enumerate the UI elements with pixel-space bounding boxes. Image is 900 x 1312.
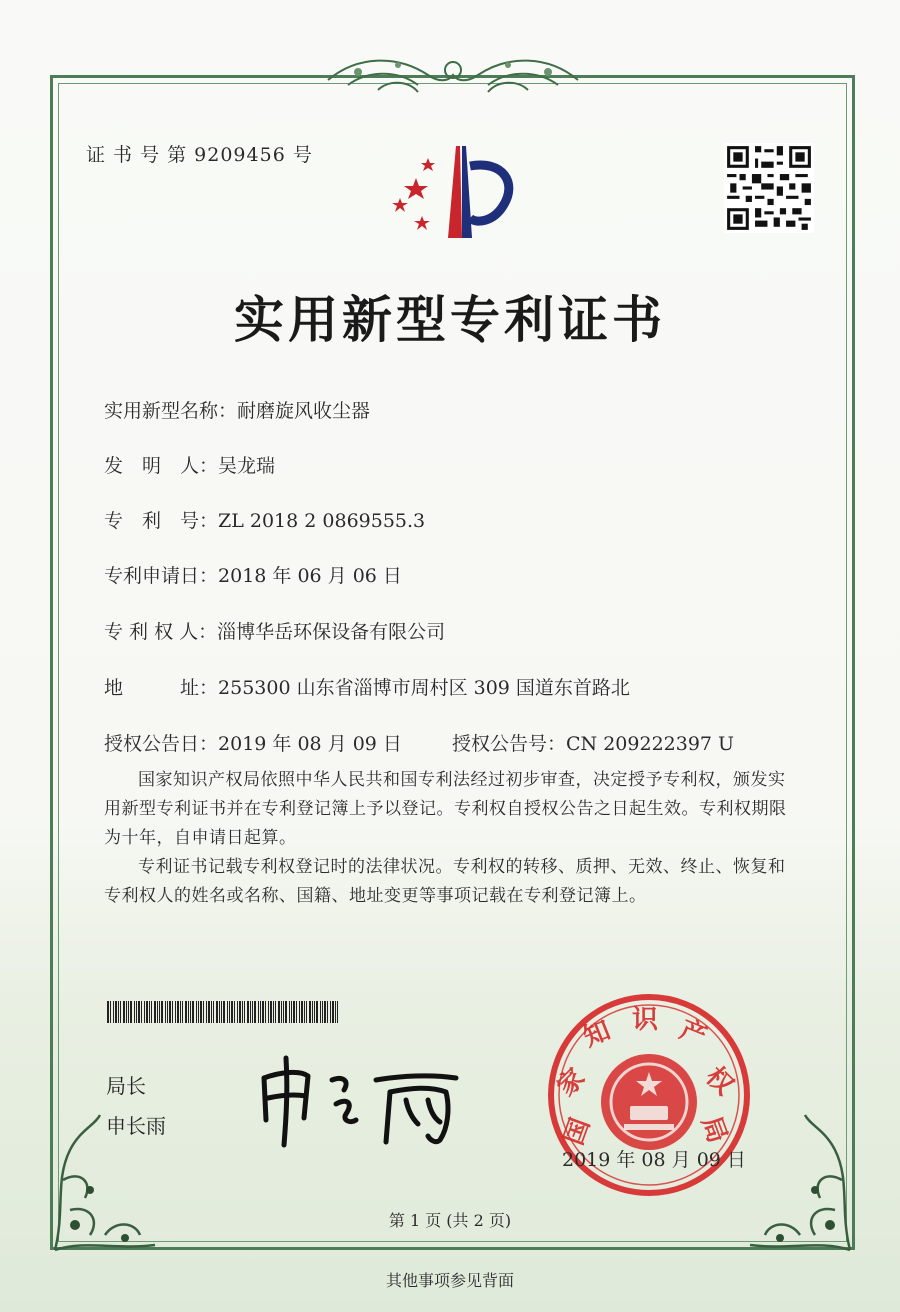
svg-text:知: 知 xyxy=(579,1015,615,1054)
field-value: 耐磨旋风收尘器 xyxy=(237,400,371,422)
field-filing-date xyxy=(104,561,402,588)
seal-date: 2019 年 08 月 09 日 xyxy=(562,1149,746,1171)
svg-text:产: 产 xyxy=(675,1014,711,1053)
page-title: 实用新型专利证书 xyxy=(234,290,666,349)
field-label: 专利申请日： xyxy=(104,565,219,587)
field-name xyxy=(104,396,370,423)
field-label: 授权公告日： xyxy=(104,733,219,755)
qr-code-icon xyxy=(724,143,814,233)
svg-text:权: 权 xyxy=(699,1061,740,1102)
svg-text:局: 局 xyxy=(695,1112,733,1148)
patent-office-logo-icon xyxy=(378,138,528,250)
legal-paragraph-1: 国家知识产权局依照中华人民共和国专利法经过初步审查，决定授予专利权，颁发实用新型专利证书并在专利登记簿上予以登记。专利权自授权公告之日起生效。专利权期限为十年，自申请日起算。 xyxy=(104,770,787,848)
field-value: 255300 山东省淄博市周村区 309 国道东首路北 xyxy=(218,677,630,699)
field-patentee xyxy=(104,617,445,644)
field-patent-number xyxy=(104,506,425,533)
field-value: 2018 年 06 月 06 日 xyxy=(218,565,402,587)
legal-paragraph-2: 专利证书记载专利权登记时的法律状况。专利权的转移、质押、无效、终止、恢复和专利权人的姓名或名称、国籍、地址变更等事项记载在专利登记簿上。 xyxy=(104,857,786,906)
field-value: CN 209222397 U xyxy=(566,733,735,755)
certificate-number: 证 书 号 第 9209456 号 xyxy=(86,144,313,166)
field-value: 吴龙瑞 xyxy=(218,455,276,477)
field-address xyxy=(104,673,630,700)
field-label: 专 利 权 人： xyxy=(104,621,218,643)
bottom-right-ornament-icon xyxy=(740,1110,860,1260)
field-label: 实用新型名称： xyxy=(104,400,238,422)
field-label: 发 明 人： xyxy=(104,455,219,477)
top-ornament-icon xyxy=(318,50,588,100)
barcode-icon xyxy=(107,1001,342,1023)
page-number: 第 1 页 (共 2 页) xyxy=(388,1211,512,1230)
svg-text:识: 识 xyxy=(632,1005,659,1035)
field-label: 授权公告号： xyxy=(452,733,567,755)
field-grant-date xyxy=(104,729,402,756)
back-note: 其他事项参见背面 xyxy=(385,1271,514,1290)
signer-title: 局长 xyxy=(106,1074,146,1098)
field-grant-number xyxy=(452,729,734,756)
field-inventor xyxy=(104,451,275,478)
signer-name: 申长雨 xyxy=(106,1114,166,1138)
field-value: ZL 2018 2 0869555.3 xyxy=(218,510,426,532)
field-value: 淄博华岳环保设备有限公司 xyxy=(217,621,446,643)
svg-text:国: 国 xyxy=(558,1114,597,1149)
field-label: 地 址： xyxy=(104,677,219,699)
handwritten-signature-icon xyxy=(250,1040,470,1150)
svg-text:家: 家 xyxy=(551,1062,592,1103)
field-value: 2019 年 08 月 09 日 xyxy=(218,733,402,755)
field-label: 专 利 号： xyxy=(104,510,219,532)
